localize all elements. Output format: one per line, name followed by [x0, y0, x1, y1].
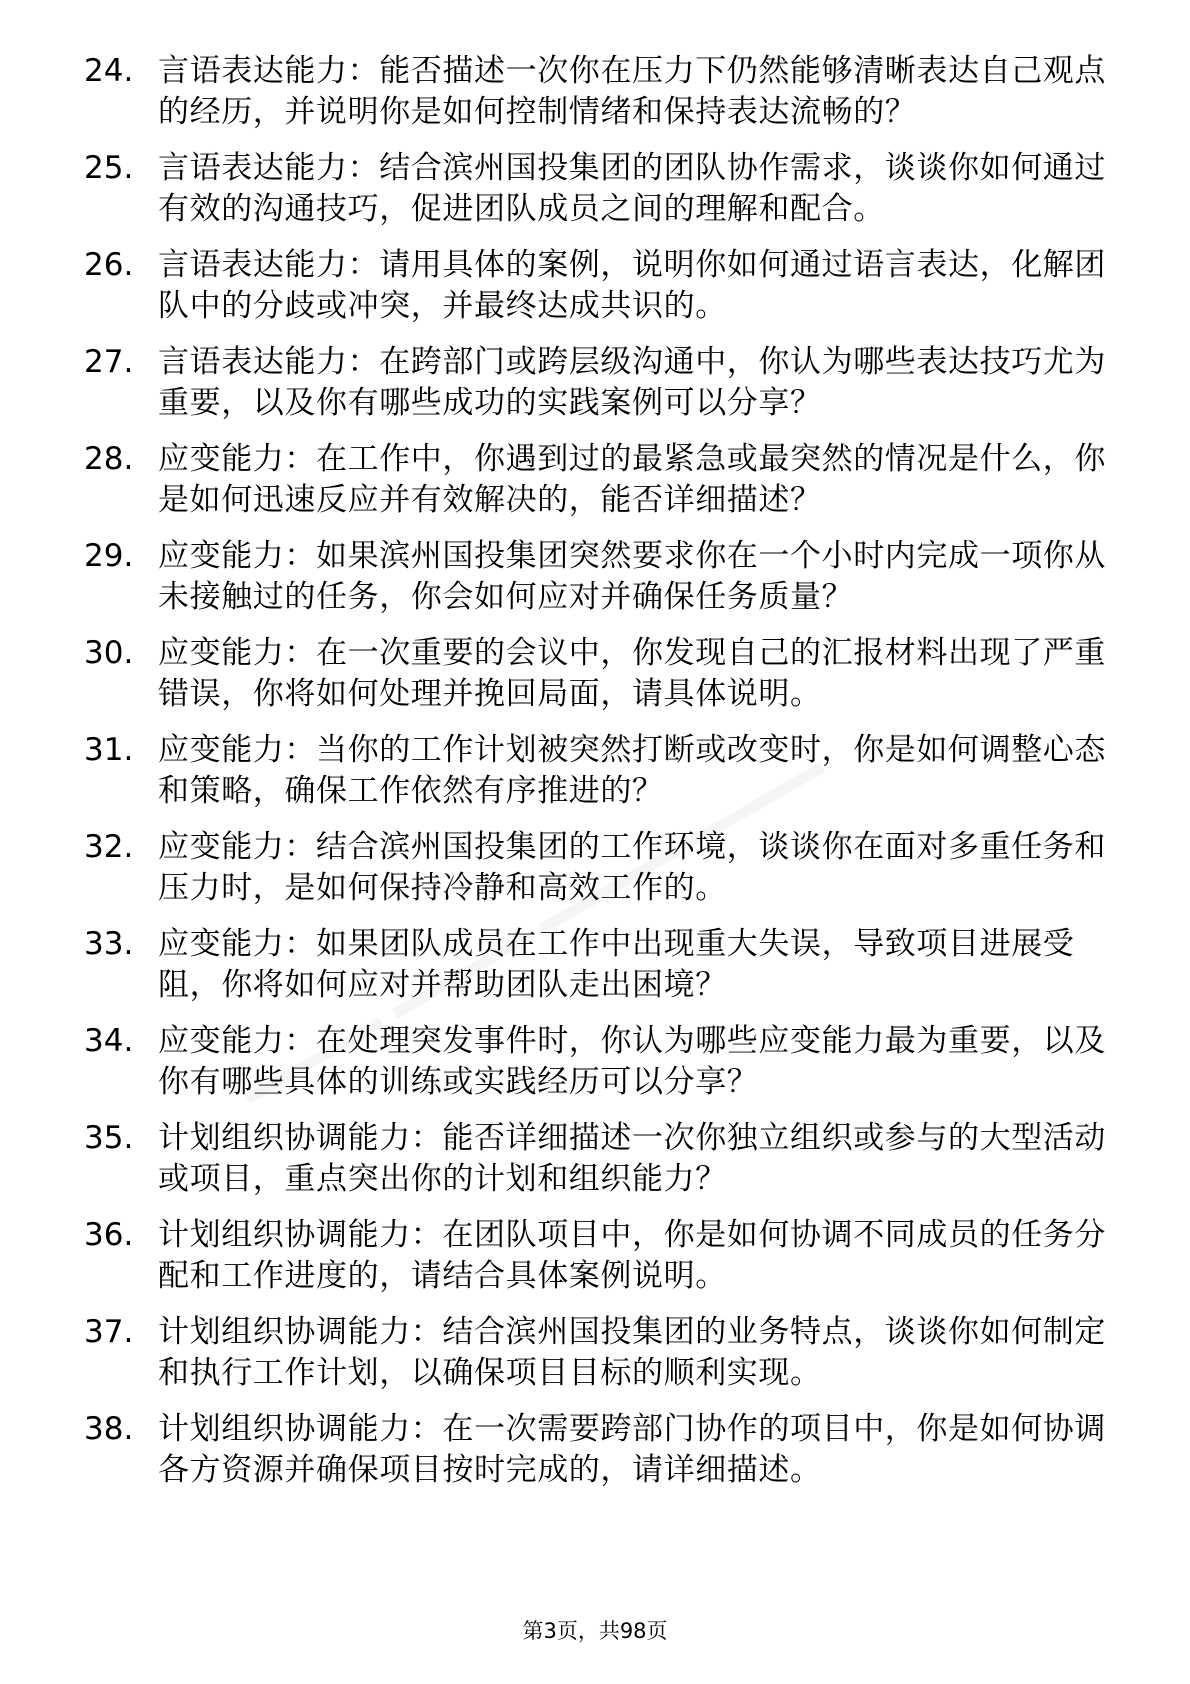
question-number: 30. — [84, 635, 134, 671]
page-number-label: 第3页，共98页 — [522, 1619, 668, 1643]
question-text: 言语表达能力：在跨部门或跨层级沟通中，你认为哪些表达技巧尤为重要，以及你有哪些成功的实践案例可以分享？ — [158, 344, 1106, 421]
question-number: 31. — [84, 732, 134, 768]
question-text: 应变能力：在一次重要的会议中，你发现自己的汇报材料出现了严重错误，你将如何处理并挽回局面，请具体说明。 — [158, 635, 1106, 712]
question-item — [84, 924, 1114, 1021]
question-text: 应变能力：如果滨州国投集团突然要求你在一个小时内完成一项你从未接触过的任务，你会如何应对并确保任务质量？ — [158, 538, 1106, 615]
question-text: 应变能力：当你的工作计划被突然打断或改变时，你是如何调整心态和策略，确保工作依然有序推进的？ — [158, 732, 1106, 809]
question-item — [84, 245, 1114, 342]
question-number: 36. — [84, 1217, 134, 1253]
question-item — [84, 1021, 1114, 1118]
question-item — [84, 730, 1114, 827]
question-number: 28. — [84, 441, 134, 477]
question-number: 26. — [84, 247, 134, 283]
question-item — [84, 633, 1114, 730]
question-text: 计划组织协调能力：能否详细描述一次你独立组织或参与的大型活动或项目，重点突出你的计划和组织能力？ — [158, 1120, 1106, 1197]
question-text: 言语表达能力：能否描述一次你在压力下仍然能够清晰表达自己观点的经历，并说明你是如何控制情绪和保持表达流畅的？ — [158, 53, 1106, 130]
question-item — [84, 827, 1114, 924]
question-number: 24. — [84, 53, 134, 89]
question-text: 应变能力：在工作中，你遇到过的最紧急或最突然的情况是什么，你是如何迅速反应并有效解决的，能否详细描述？ — [158, 441, 1106, 518]
question-item — [84, 1118, 1114, 1215]
question-text: 言语表达能力：结合滨州国投集团的团队协作需求，谈谈你如何通过有效的沟通技巧，促进团队成员之间的理解和配合。 — [158, 150, 1106, 227]
question-number: 29. — [84, 538, 134, 574]
question-text: 言语表达能力：请用具体的案例，说明你如何通过语言表达，化解团队中的分歧或冲突，并最终达成共识的。 — [158, 247, 1106, 324]
page-footer — [0, 1617, 1190, 1645]
question-number: 33. — [84, 926, 134, 962]
question-item — [84, 51, 1114, 148]
question-number: 34. — [84, 1023, 134, 1059]
question-number: 27. — [84, 344, 134, 380]
question-number: 37. — [84, 1314, 134, 1350]
question-number: 35. — [84, 1120, 134, 1156]
question-item — [84, 148, 1114, 245]
question-item — [84, 1215, 1114, 1312]
question-number: 38. — [84, 1411, 134, 1447]
question-item — [84, 1409, 1114, 1506]
question-item — [84, 439, 1114, 536]
question-text: 应变能力：在处理突发事件时，你认为哪些应变能力最为重要，以及你有哪些具体的训练或实践经历可以分享？ — [158, 1023, 1106, 1100]
question-item — [84, 1312, 1114, 1409]
question-text: 计划组织协调能力：在一次需要跨部门协作的项目中，你是如何协调各方资源并确保项目按时完成的，请详细描述。 — [158, 1411, 1106, 1488]
question-item — [84, 536, 1114, 633]
question-text: 计划组织协调能力：在团队项目中，你是如何协调不同成员的任务分配和工作进度的，请结合具体案例说明。 — [158, 1217, 1106, 1294]
question-text: 应变能力：如果团队成员在工作中出现重大失误，导致项目进展受阻，你将如何应对并帮助团队走出困境？ — [158, 926, 1075, 1003]
question-number: 32. — [84, 829, 134, 865]
question-list — [84, 51, 1114, 1506]
question-text: 计划组织协调能力：结合滨州国投集团的业务特点，谈谈你如何制定和执行工作计划，以确保项目目标的顺利实现。 — [158, 1314, 1106, 1391]
question-number: 25. — [84, 150, 134, 186]
question-item — [84, 342, 1114, 439]
question-text: 应变能力：结合滨州国投集团的工作环境，谈谈你在面对多重任务和压力时，是如何保持冷静和高效工作的。 — [158, 829, 1106, 906]
